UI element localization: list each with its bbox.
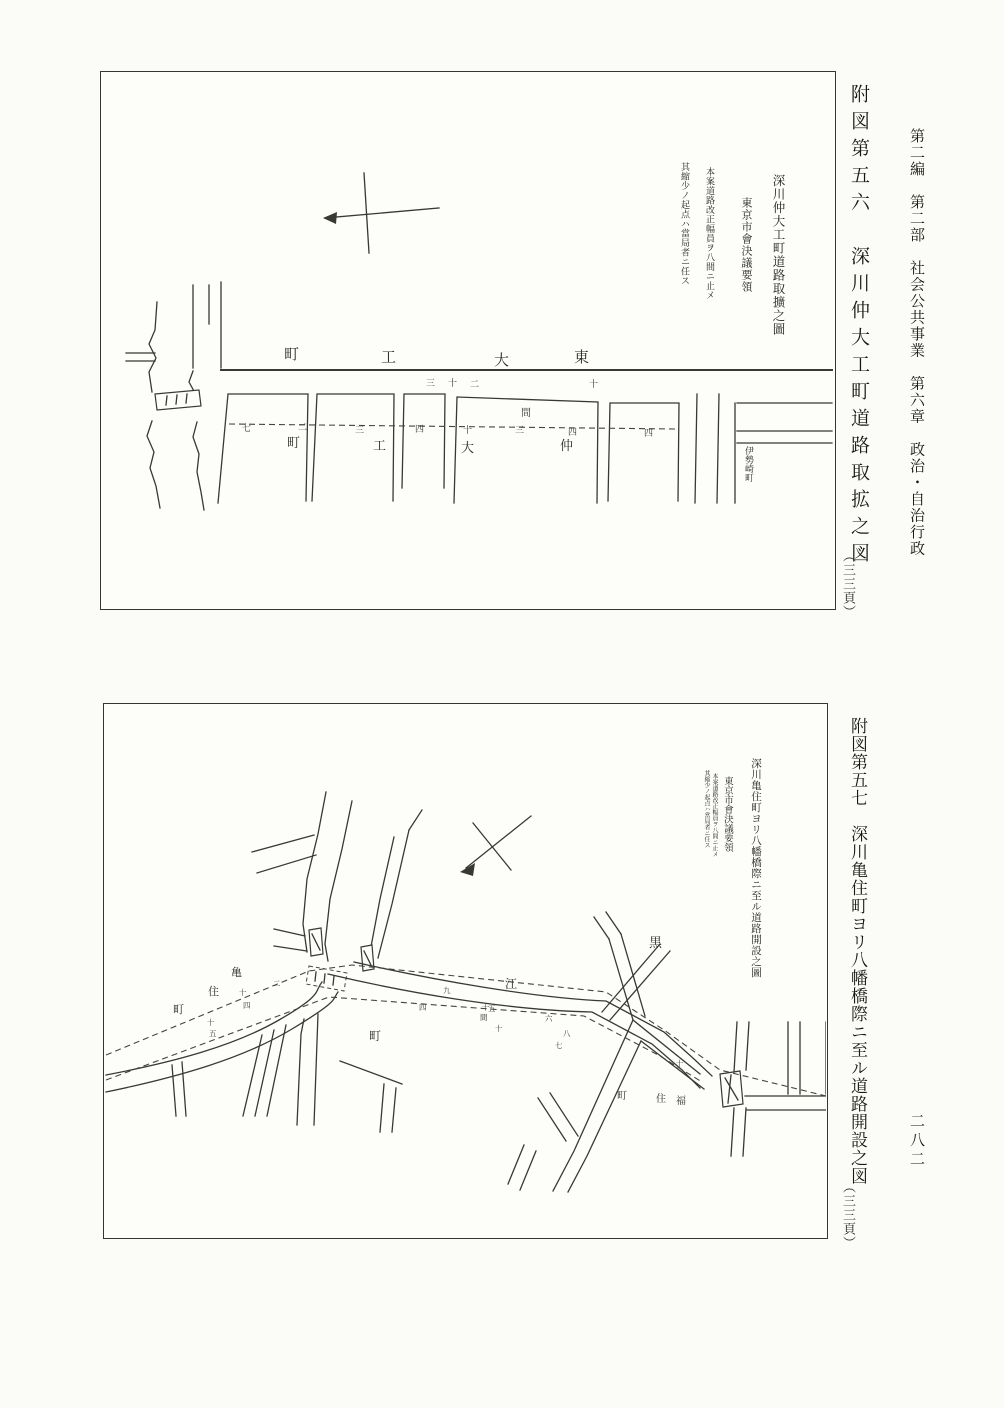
page-number: 二八二 [908, 1113, 924, 1170]
block-street-char: 大 [461, 441, 475, 456]
street-name-char: 大 [494, 351, 510, 369]
measure-tick: 六 [545, 1014, 553, 1023]
measure-tick: 四 [568, 428, 578, 438]
measure-tick: 二 [298, 423, 308, 433]
width-label: 間 [521, 408, 531, 419]
measure-tick: 十 [495, 1024, 503, 1033]
measure-tick: 三 [515, 426, 525, 436]
figure-57-frame [103, 703, 828, 1239]
block-street-char: 工 [373, 439, 387, 454]
measure-tick: 十 [239, 988, 247, 997]
district-name-char: 亀 [231, 966, 242, 979]
map-note: 本案道路改正幅員ヲ八間ニ止メ [705, 167, 715, 300]
measure-tick: 七 [555, 1041, 563, 1050]
measure-tick: 五 [488, 1004, 496, 1013]
district-name-char: 町 [617, 1091, 627, 1102]
district-name-char: 住 [656, 1094, 666, 1105]
block-street-char: 仲 [560, 439, 574, 454]
figure-57-caption: 附図第五七 深川亀住町ヨリ八幡橋際ニ至ル道路開設之図 [848, 717, 867, 1185]
bridge-name-box [306, 966, 347, 991]
district-name-char: 福 [676, 1096, 686, 1107]
street-name-char: 東 [574, 348, 590, 366]
measure-tick: 七 [242, 424, 252, 434]
district-name-char: 町 [173, 1003, 184, 1016]
measure-tick: 二 [470, 380, 480, 390]
measure-tick: 三 [426, 379, 436, 389]
running-header: 第二編 第二部 社会公共事業 第六章 政治・自治行政 [908, 128, 924, 557]
street-name-char: 町 [284, 345, 300, 363]
district-name-char: 江 [505, 977, 518, 991]
map-note: 本案道路改正幅員ヲ八間ニ止メ [711, 773, 717, 857]
compass-icon [323, 173, 439, 253]
measure-tick: 四 [644, 429, 654, 439]
measure-tick: 十 [448, 379, 458, 389]
measure-tick: 十 [589, 380, 599, 390]
measure-tick: 三 [355, 426, 365, 436]
map-note: 其縮少ノ起点ハ當局者ニ任ス [703, 770, 709, 848]
map-subtitle: 東京市會決議要領 [722, 776, 732, 852]
figure-57-page-ref: （三三頁） [841, 1180, 856, 1250]
figure-56-page-ref: （三三頁） [841, 549, 856, 619]
measure-tick: 間 [480, 1013, 488, 1022]
map-subtitle: 東京市會決議要領 [740, 197, 752, 293]
measure-tick: 十 [207, 1018, 215, 1027]
bridge-icon [155, 390, 201, 410]
district-name-char: 黒 [649, 936, 663, 951]
measure-tick: 五 [209, 1029, 217, 1038]
block-street-char: 町 [287, 436, 301, 451]
measure-tick: 四 [419, 1003, 427, 1012]
measure-tick: 十 [463, 426, 473, 436]
measure-tick: 四 [243, 1001, 251, 1010]
street-name-char: 工 [381, 348, 397, 366]
bridge-icon [720, 1071, 743, 1107]
figure-56-frame [100, 71, 836, 610]
side-street-label: 伊勢崎町 [743, 446, 753, 482]
map-title: 深川仲大工町道路取擴之圖 [771, 174, 785, 336]
figure-56-map-drawing [101, 72, 834, 608]
map-title: 深川亀住町ヨリ八幡橋際ニ至ル道路開設之圖 [750, 758, 761, 978]
measure-tick: 四 [415, 425, 425, 435]
measure-tick: 二 [273, 979, 281, 988]
district-name-char: 住 [208, 985, 219, 998]
district-name-char: 町 [369, 1029, 382, 1043]
map-note: 其縮少ノ起点ハ當局者ニ任ス [680, 162, 690, 286]
measure-tick: 九 [443, 986, 451, 995]
figure-56-caption: 附図第五六 深川仲大工町道路取拡之図 [848, 84, 869, 570]
measure-tick: 八 [563, 1029, 571, 1038]
measure-tick: 十 [676, 1059, 684, 1068]
compass-icon [460, 816, 531, 876]
measure-tick: 十 [482, 1003, 490, 1012]
